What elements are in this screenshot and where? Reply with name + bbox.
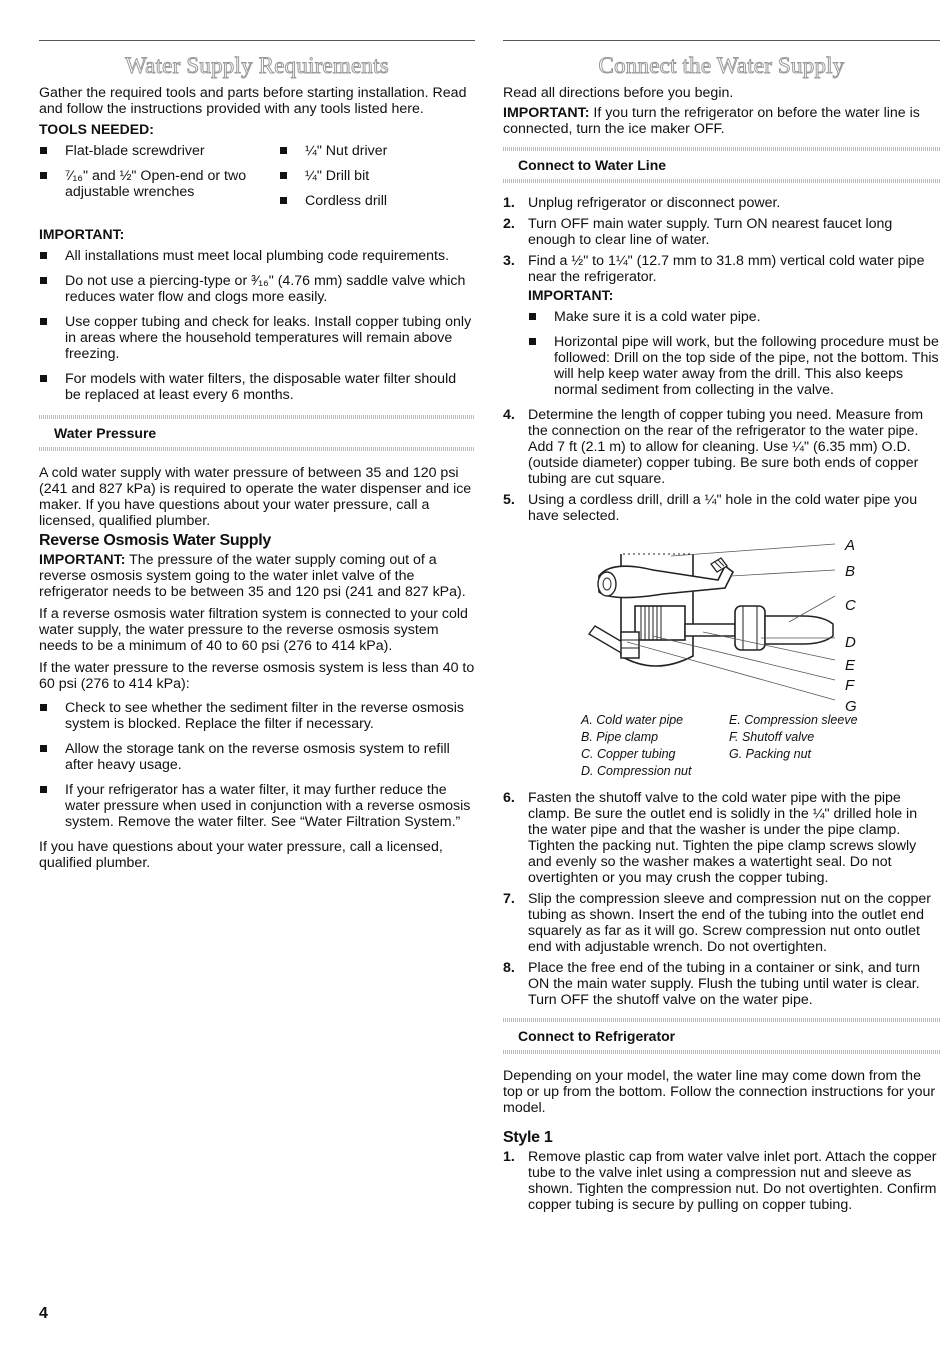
step-text: Find a ½" to 1¼" (12.7 mm to 31.8 mm) vertical cold water pipe near the refrigerator.	[528, 253, 925, 285]
label-e: E	[845, 657, 856, 674]
step-text: Slip the compression sleeve and compression nut on the copper tubing as shown. Insert the end of the tubing into the outlet end squarely as far as it will go. Screw compression nut onto outlet end with adjustable wrench. Do not overtighten.	[528, 891, 931, 955]
diagram-caption	[581, 712, 940, 780]
step-number: 4.	[503, 407, 515, 423]
important-label: IMPORTANT:	[503, 105, 590, 121]
ro-list	[39, 700, 475, 830]
water-line-steps	[503, 195, 940, 524]
section-title-water-supply: Water Supply Requirements	[125, 53, 389, 78]
important-item: For models with water filters, the disposable water filter should be replaced at least every 6 months.	[39, 371, 475, 403]
ro-heading: Reverse Osmosis Water Supply	[39, 532, 271, 549]
tool-item: ⁷⁄₁₆" and ½" Open-end or two adjustable wrenches	[39, 168, 279, 200]
step-item	[503, 790, 940, 886]
caption-item: B. Pipe clamp	[581, 730, 659, 744]
ro-item: Check to see whether the sediment filter in the reverse osmosis system is blocked. Replace the filter if necessary.	[39, 700, 475, 732]
ro-paragraph-3: If the water pressure to the reverse osmosis system is less than 40 to 60 psi (276 to 414 kPa):	[39, 660, 475, 692]
important-item: Horizontal pipe will work, but the following procedure must be followed: Drill on the top side of the pipe, not the bottom. This will help keep water away from the drill. This also keeps normal sediment from collecting in the valve.	[528, 334, 940, 398]
copper-tubing-shape	[685, 624, 735, 636]
refrigerator-text: Depending on your model, the water line may come down from the top or up from the bottom. Follow the connection instructions for your model.	[503, 1068, 936, 1116]
water-line-heading: Connect to Water Line	[518, 157, 667, 173]
step-item	[503, 1149, 940, 1213]
shutoff-valve-shape	[635, 606, 685, 640]
step-item	[503, 195, 940, 211]
caption-item: E. Compression sleeve	[729, 713, 858, 727]
right-column	[503, 40, 940, 1218]
important-item: Use copper tubing and check for leaks. Install copper tubing only in areas where the household temperatures will remain above freezing.	[39, 314, 475, 362]
intro-text: Gather the required tools and parts before starting installation. Read and follow the instructions provided with any tools listed here.	[39, 85, 467, 117]
water-line-header	[503, 147, 940, 183]
step-text: Place the free end of the tubing in a container or sink, and turn ON the main water supply. Flush the tubing until water is clear. Turn OFF the shutoff valve on the water pipe.	[528, 960, 920, 1008]
label-f: F	[845, 677, 855, 694]
top-rule	[39, 40, 475, 41]
ro-important-text: The pressure of the water supply coming out of a reverse osmosis system going to the water inlet valve of the refrigerator needs to be between 35 and 120 psi (241 and 827 kPa).	[39, 552, 466, 600]
step3-important-label: IMPORTANT:	[528, 287, 614, 303]
diagram-svg	[503, 536, 940, 715]
step-number: 7.	[503, 891, 515, 907]
section-title-connect-water: Connect the Water Supply	[598, 53, 845, 78]
step-text: Unplug refrigerator or disconnect power.	[528, 195, 781, 211]
label-c: C	[845, 597, 856, 614]
refrigerator-heading: Connect to Refrigerator	[518, 1028, 676, 1044]
tool-item: Cordless drill	[279, 193, 469, 209]
page-number: 4	[39, 1305, 48, 1322]
ro-item: If your refrigerator has a water filter, it may further reduce the water pressure when used in conjunction with a reverse osmosis system. Remove the water filter. See “Water Filtration System.”	[39, 782, 475, 830]
ro-closing: If you have questions about your water pressure, call a licensed, qualified plumber.	[39, 839, 443, 871]
water-pressure-header	[39, 415, 475, 451]
important-list	[39, 248, 475, 403]
intro-text: Read all directions before you begin.	[503, 85, 734, 101]
style-1-heading: Style 1	[503, 1129, 553, 1146]
step-text: Fasten the shutoff valve to the cold water pipe with the pipe clamp. Be sure the outlet end is solidly in the ¼" drilled hole in the water pipe and that the washer is under the pipe clamp. Tighten the packing nut. Tighten the pipe clamp screws slowly and evenly so the washer makes a watertight seal. Do not overtighten or you may crush the copper tubing.	[528, 790, 918, 886]
step-number: 6.	[503, 790, 515, 806]
ro-important	[39, 552, 475, 600]
ro-important-label: IMPORTANT:	[39, 552, 126, 568]
caption-item: F. Shutoff valve	[729, 730, 815, 744]
caption-item: D. Compression nut	[581, 764, 692, 778]
important-label: IMPORTANT:	[39, 226, 125, 242]
tool-item: ¼" Nut driver	[279, 143, 469, 159]
tool-item: ¼" Drill bit	[279, 168, 469, 184]
step-item	[503, 492, 940, 524]
caption-col-1	[581, 712, 729, 780]
water-pressure-text: A cold water supply with water pressure of between 35 and 120 psi (241 and 827 kPa) is required to operate the water dispenser and ice maker. If you have questions about your water pressure, call a licensed, qualified plumber.	[39, 465, 472, 529]
refrigerator-header	[503, 1018, 940, 1054]
tools-col-2	[279, 143, 469, 218]
step-number: 3.	[503, 253, 515, 269]
step3-important-list	[528, 309, 940, 398]
step-number: 1.	[503, 195, 515, 211]
water-pressure-heading: Water Pressure	[54, 425, 157, 441]
caption-item: A. Cold water pipe	[581, 713, 684, 727]
ro-paragraph-2: If a reverse osmosis water filtration system is connected to your cold water supply, the water pressure to the reverse osmosis system needs to be a minimum of 40 to 60 psi (276 to 414 kPa).	[39, 606, 468, 654]
step-number: 1.	[503, 1149, 515, 1165]
step-item	[503, 253, 940, 398]
step-number: 5.	[503, 492, 515, 508]
label-d: D	[845, 634, 856, 651]
step-number: 2.	[503, 216, 515, 232]
shutoff-valve-diagram	[503, 536, 940, 715]
label-b: B	[845, 563, 856, 580]
step-number: 8.	[503, 960, 515, 976]
tool-item: Flat-blade screwdriver	[39, 143, 279, 159]
step-text: Remove plastic cap from water valve inlet port. Attach the copper tube to the valve inlet using a compression nut and sleeve as shown. Tighten the compression nut. Do not overtighten. Confirm copper tubing is secure by pulling on copper tubing.	[528, 1149, 937, 1213]
important-note	[503, 105, 940, 137]
label-a: A	[845, 537, 856, 554]
left-column	[39, 40, 475, 875]
style-1-steps	[503, 1149, 940, 1213]
important-item: Make sure it is a cold water pipe.	[528, 309, 940, 325]
compression-nut-shape	[735, 606, 765, 650]
caption-col-2	[729, 712, 877, 780]
step-item	[503, 216, 940, 248]
step-item	[503, 960, 940, 1008]
step-item	[503, 891, 940, 955]
tools-list	[39, 143, 475, 218]
tools-col-1	[39, 143, 279, 218]
label-g: G	[845, 698, 857, 715]
important-item: Do not use a piercing-type or ³⁄₁₆" (4.76 mm) saddle valve which reduces water flow and clogs more easily.	[39, 273, 475, 305]
caption-item: C. Copper tubing	[581, 747, 676, 761]
important-text: If you turn the refrigerator on before the water line is connected, turn the ice maker OFF.	[503, 105, 920, 137]
step-text: Turn OFF main water supply. Turn ON nearest faucet long enough to clear line of water.	[528, 216, 893, 248]
water-line-steps-continued	[503, 790, 940, 1008]
tools-label: TOOLS NEEDED:	[39, 121, 154, 137]
ro-item: Allow the storage tank on the reverse osmosis system to refill after heavy usage.	[39, 741, 475, 773]
important-item: All installations must meet local plumbing code requirements.	[39, 248, 475, 264]
step-text: Using a cordless drill, drill a ¼" hole in the cold water pipe you have selected.	[528, 492, 918, 524]
step-item	[503, 407, 940, 487]
caption-item: G. Packing nut	[729, 747, 811, 761]
step-text: Determine the length of copper tubing you need. Measure from the connection on the rear of the refrigerator to the water pipe. Add 7 ft (2.1 m) to allow for cleaning. Use ¼" (6.35 mm) O.D. (outside diameter) copper tubing. Be sure both ends of copper tubing are cut square.	[528, 407, 924, 487]
top-rule	[503, 40, 940, 41]
